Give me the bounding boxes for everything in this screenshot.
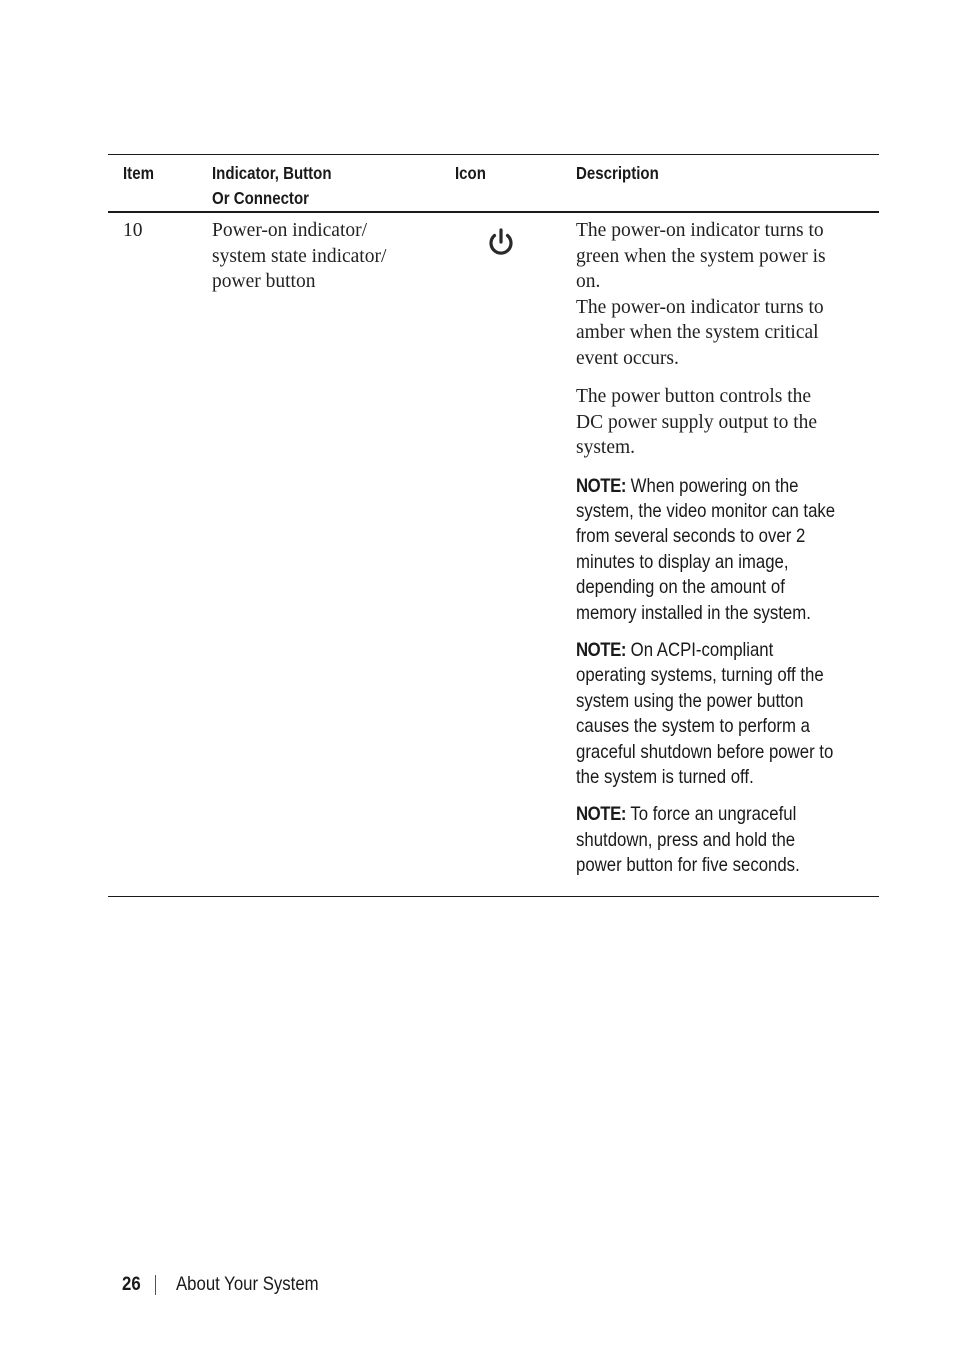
note-block: NOTE: When powering on the system, the video monitor can take from several seconds to over 2 minutes to display an image, depending on the amount of memory installed in the system. <box>576 474 836 624</box>
table-bottom-rule <box>108 896 879 897</box>
header-description: Description <box>576 163 659 183</box>
note-block: NOTE: On ACPI-compliant operating systems, turning off the system using the power button causes the system to perform a graceful shutdown before power to the system is turned off. <box>576 638 834 788</box>
note-label: NOTE: <box>576 803 627 826</box>
header-indicator: Indicator, Button Or Connector <box>212 163 332 208</box>
name-line: system state indicator/ <box>212 245 387 267</box>
header-rule <box>108 211 879 213</box>
row-description <box>576 218 871 891</box>
name-line: Power-on indicator/ <box>212 220 368 241</box>
name-line: power button <box>212 271 316 292</box>
table-top-rule <box>108 154 879 155</box>
section-title: About Your System <box>176 1273 319 1295</box>
note-label: NOTE: <box>576 474 627 497</box>
row-item-number: 10 <box>123 220 143 241</box>
component-table <box>108 154 879 897</box>
note-block: NOTE: To force an ungraceful shutdown, press and hold the power button for five seconds. <box>576 803 800 877</box>
header-icon: Icon <box>455 163 486 183</box>
power-icon <box>484 226 518 260</box>
footer-divider <box>155 1275 156 1295</box>
header-item: Item <box>123 163 154 183</box>
description-paragraph: The power button controls the DC power supply output to the system. <box>576 386 818 458</box>
page-number: 26 <box>122 1273 141 1295</box>
description-paragraph: The power-on indicator turns to green when the system power is on. The power-on indicator turns to amber when the system critical event occurs. <box>576 220 826 369</box>
row-component-name <box>212 218 452 308</box>
note-label: NOTE: <box>576 638 627 661</box>
